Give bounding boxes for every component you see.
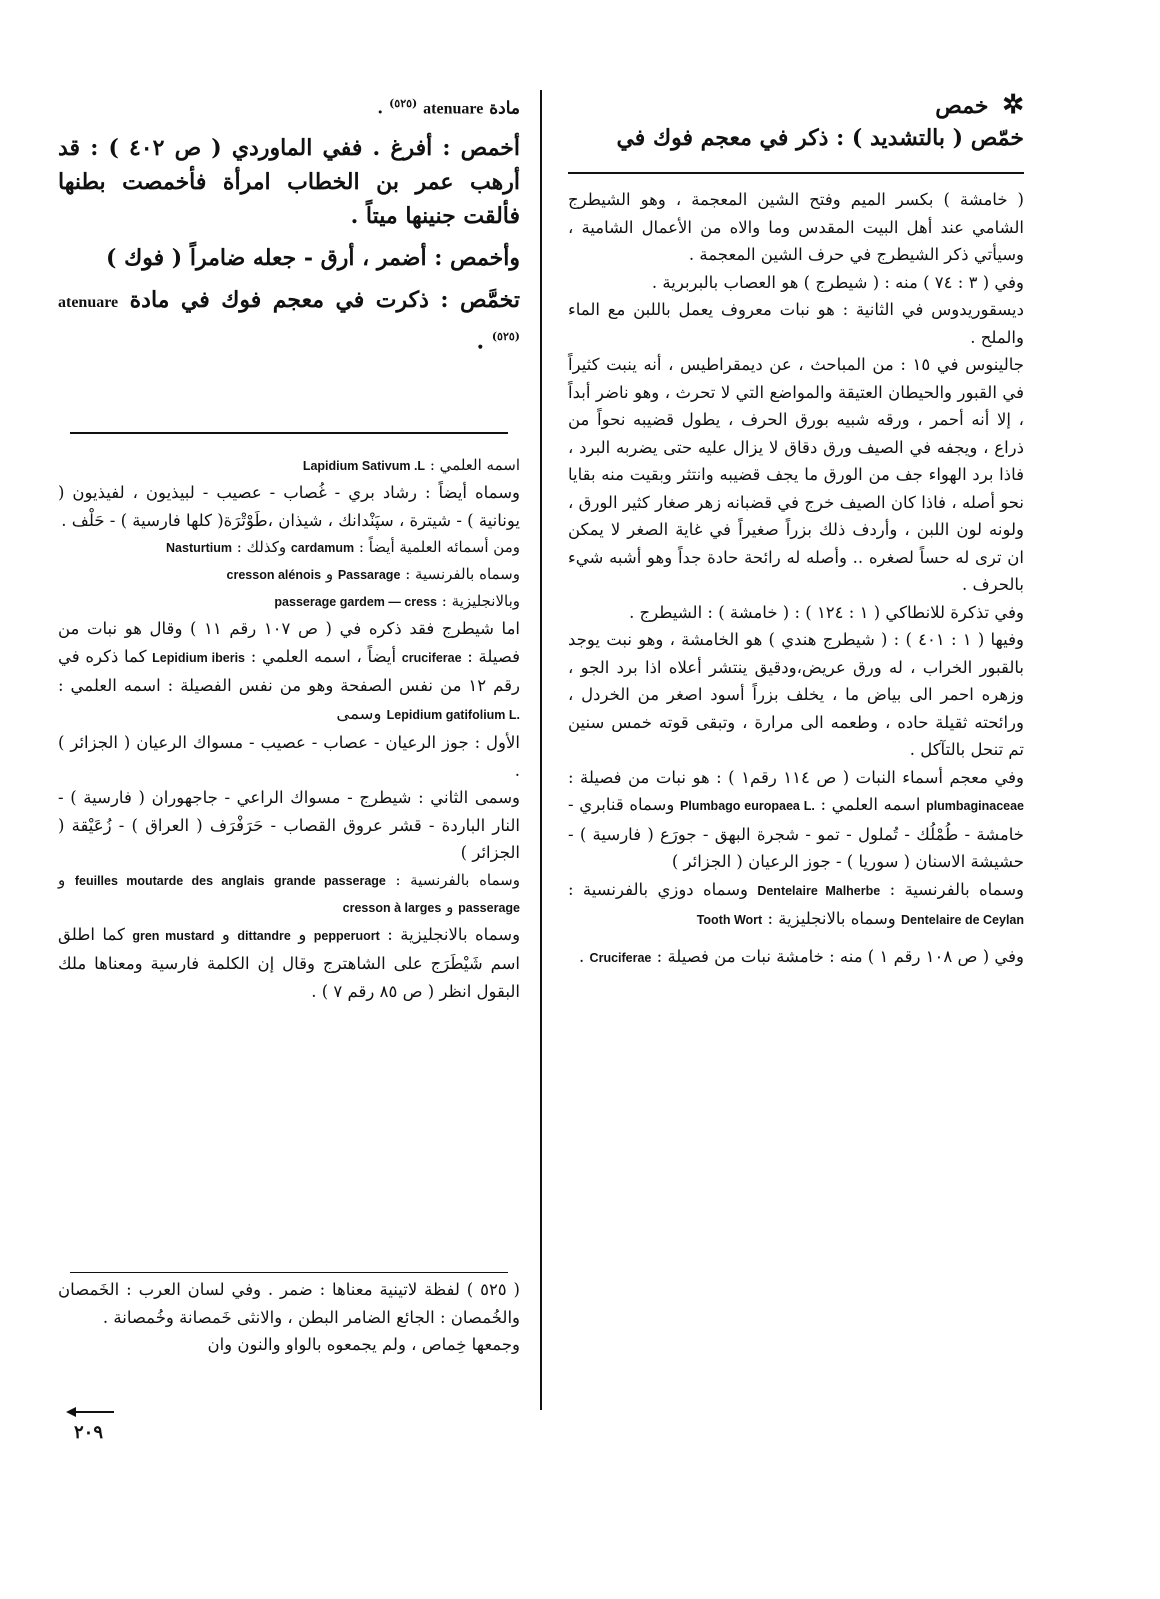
latin-term: Nasturtium <box>166 541 232 555</box>
left-column <box>58 90 520 358</box>
latin-term: plumbaginaceae <box>926 799 1025 813</box>
paragraph: وسمى الثاني : شيطرج - مسواك الراعي - جاجهوران ( فارسية ) - النار الباردة - قشر عروق القصاب - حَرَفْرَف ( العراق ) - زُعَيْقة ( الجزائر ) <box>58 788 520 862</box>
text: وسمى <box>336 703 382 723</box>
latin-term: cresson à larges <box>342 900 442 915</box>
text: وسماه بالفرنسية : <box>395 870 520 889</box>
latin-term: Cruciferae <box>589 950 652 965</box>
paragraph <box>58 588 520 615</box>
continue-arrow-icon <box>66 1405 116 1419</box>
text: اسمه العلمي : <box>429 456 520 474</box>
latin-term: atenuare <box>58 294 119 312</box>
entry-headword: خمص <box>935 93 989 119</box>
text: و <box>446 897 454 916</box>
text: وفي معجم أسماء النبات ( ص ١١٤ رقم١ ) : هو نبات من فصيلة : <box>568 767 1024 787</box>
paragraph <box>58 615 520 729</box>
paragraph: ديسقوريدوس في الثانية : هو نبات معروف يعمل باللبن مع الماء والملح . <box>568 300 1024 347</box>
text: وسماه دوزي بالفرنسية : <box>568 879 748 899</box>
text: و <box>58 870 66 889</box>
paragraph <box>58 452 520 479</box>
text: وسماه بالانجليزية : <box>767 909 896 928</box>
text: وبالانجليزية : <box>441 592 520 610</box>
latin-term: Lepidium gatifolium L. <box>386 707 520 722</box>
paragraph: الأول : جوز الرعيان - عصاب - عصيب - مسواك الرعيان ( الجزائر ) . <box>58 733 520 780</box>
entry-subheading: خمّص ( بالتشديد ) : ذكر في معجم فوك في <box>616 125 1024 151</box>
latin-term: Lapidium Sativum .L <box>302 459 426 473</box>
big-paragraph: تخمَّص : ذكرت في معجم فوك في مادة atenuare $^{(٥٢٥)}$ . <box>58 287 520 355</box>
paragraph: وسماه أيضاً : رشاد بري - غُصاب - عصيب - لبيذيون ، لفيذيون ( يونانية ) - شيترة ، سپَنْدانك ، شيذان ،طَوْتْرَة( كلها فارسية ) - حَلْف . <box>58 483 520 530</box>
footnote-ref: (٥٢٥) <box>389 97 418 110</box>
footnote: وجمعها خِماص ، ولم يجمعوه بالواو والنون وان <box>207 1335 520 1354</box>
latin-term: cruciferae <box>401 650 462 665</box>
text: مادة <box>489 98 520 119</box>
paragraph: وفيها ( ١ : ٤٠١ ) : ( شيطرج هندي ) هو الخامشة ، وهو نبت يوجد بالقبور الخراب ، له ورق عريض،ودقيق ينتشر أعلاه اذا برد الجو ، وزهره احمر الى بياض ما ، يخلف بزراً أسود اصغر من الخردل ، ورائحته ثقيلة حاده ، وطعمه الى مرارة ، وتبقى قوته خمس سنين تم تنحل بالتآكل . <box>568 630 1024 759</box>
left-header-rule <box>70 432 508 434</box>
latin-term: Passarage <box>337 568 401 582</box>
text: اسمه العلمي : <box>820 795 921 814</box>
paragraph: ( خامشة ) بكسر الميم وفتح الشين المعجمة ، وهو الشيطرج الشامي عند أهل البيت المقدس وما والاه من الأعمال الشامية ، وسيأتي ذكر الشيطرج في حرف الشين المعجمة . <box>568 190 1024 264</box>
text: اما شيطرج فقد ذكره في ( ص ١٠٧ رقم ١١ ) وقال هو نبات من فصيلة : <box>58 619 521 666</box>
latin-term: Dentelaire de Ceylan <box>901 913 1024 927</box>
page-number: ٢٠٩ <box>74 1422 104 1443</box>
right-header-rule <box>568 172 1024 174</box>
latin-term: dittandre <box>237 928 291 943</box>
latin-term: Dentelaire Malherbe <box>757 883 881 898</box>
latin-term: grande passerage <box>274 873 386 888</box>
text: كما ذكره في رقم ١٢ من نفس الصفحة وهو من نفس الفصيلة : اسمه العلمي : <box>58 646 520 695</box>
paragraph: وفي تذكرة للانطاكي ( ١ : ١٢٤ ) : ( خامشة ) : الشيطرج . <box>629 602 1024 622</box>
latin-term: passerage <box>458 900 520 915</box>
left-body <box>58 452 520 1005</box>
right-body <box>568 186 1024 972</box>
footnotes <box>58 1276 520 1359</box>
text: وفي ( ص ١٠٨ رقم ١ ) منه : خامشة نبات من فصيلة : <box>656 946 1024 966</box>
text: و <box>221 924 230 944</box>
paragraph <box>568 876 1024 935</box>
text: وسماه بالفرنسية : <box>405 565 520 583</box>
text: وسماه بالانجليزية : <box>387 924 521 944</box>
paragraph <box>58 921 520 1006</box>
text: ومن أسمائه العلمية أيضاً : <box>358 538 520 556</box>
latin-term: feuilles moutarde des anglais <box>74 873 265 888</box>
text: وسماه بالفرنسية : <box>889 879 1025 899</box>
paragraph <box>568 764 1024 876</box>
footnote-rule <box>70 1272 508 1273</box>
text: و <box>298 924 307 944</box>
latin-term: gren mustard <box>132 928 215 943</box>
text: كما اطلق اسم شَيْطَرَج على الشاهترج وقال إن الكلمة فارسية ومعناها ملك البقول انظر ( ص ٨٥ رقم ٧ ) . <box>58 924 520 1001</box>
latin-term: Lepidium iberis <box>152 650 245 665</box>
paragraph <box>58 867 520 921</box>
latin-term: cresson alénois <box>226 568 322 582</box>
left-header: مادة atenuare $^{(٥٢٥)}$ . <box>377 97 520 119</box>
paragraph: وفي ( ص ١٠٨ رقم ١ ) منه : خامشة نبات من فصيلة : Cruciferae . <box>579 946 1024 966</box>
right-column <box>568 90 1024 155</box>
text: أيضاً ، اسمه العلمي : <box>250 646 397 666</box>
star-icon: ✲ <box>1002 90 1024 120</box>
footnote-ref: (٥٢٥) <box>491 330 520 344</box>
latin-term: atenuare <box>423 100 484 118</box>
paragraph <box>58 534 520 561</box>
big-paragraph: أخمص : أفرغ . ففي الماوردي ( ص ٤٠٢ ) : قد أرهب عمر بن الخطاب امرأة فأخمصت بطنها فألقت جنينها ميتاً . <box>58 135 520 230</box>
entry-heading <box>568 90 1024 121</box>
latin-term: Plumbago europaea L. <box>680 799 815 813</box>
text: و <box>325 565 334 583</box>
paragraph <box>58 561 520 588</box>
column-divider <box>540 90 542 1410</box>
text: وكذلك : <box>236 538 287 556</box>
text: وسماه قنابري - خامشة - طُمْلُك - تُملول - تمو - شجرة البهق - جورَع ( فارسية ) - حشيشة الاسنان ( سوريا ) - جوز الرعيان ( الجزائر ) <box>568 795 1024 871</box>
latin-term: pepperuort <box>313 928 380 943</box>
footnote: ( ٥٢٥ ) لفظة لاتينية معناها : ضمر . وفي لسان العرب : الخَمصان والخُمصان : الجائع الضامر البطن ، والانثى خَمصانة وخُمصانة . <box>58 1280 520 1327</box>
paragraph: جالينوس في ١٥ : من المباحث ، عن ديمقراطيس ، أنه ينبت كثيراً في القبور والحيطان العتيقة والمواضع التي لا تحرث ، وهو ناضر أبداً ، إلا أنه أحمر ، ورقه شبيه بورق الحرف ، يطول قضيبه نحواً من ذراع ، ويجفه في الصيف ورق دقاق لا يزال عليه حتى يضربه البرد ، فاذا برد الهواء جف من الورق ما يجف قضيبه وانتثر وبقيت منه بقايا نحو أصله ، فاذا كان الصيف خرج في قضبانه زهر صغار كثير الورق ، ولونه لون اللبن ، وأردف ذلك بزراً صغيراً في غاية الصغر لا يمكن ان ترى له حساً لصغره .. وأصله له رائحة حادة جداً وهو أشبه شيء بالحرف . <box>568 355 1024 594</box>
latin-term: passerage gardem — cress <box>274 595 437 609</box>
latin-term: Tooth Wort <box>696 913 763 927</box>
latin-term: cardamum <box>290 541 355 555</box>
text: تخمَّص : ذكرت في معجم فوك في مادة <box>129 287 520 314</box>
big-paragraph: وأخمص : أضمر ، أرق - جعله ضامراً ( فوك ) <box>106 245 520 272</box>
paragraph: وفي ( ٣ : ٧٤ ) منه : ( شيطرج ) هو العصاب بالبربرية . <box>651 272 1024 292</box>
